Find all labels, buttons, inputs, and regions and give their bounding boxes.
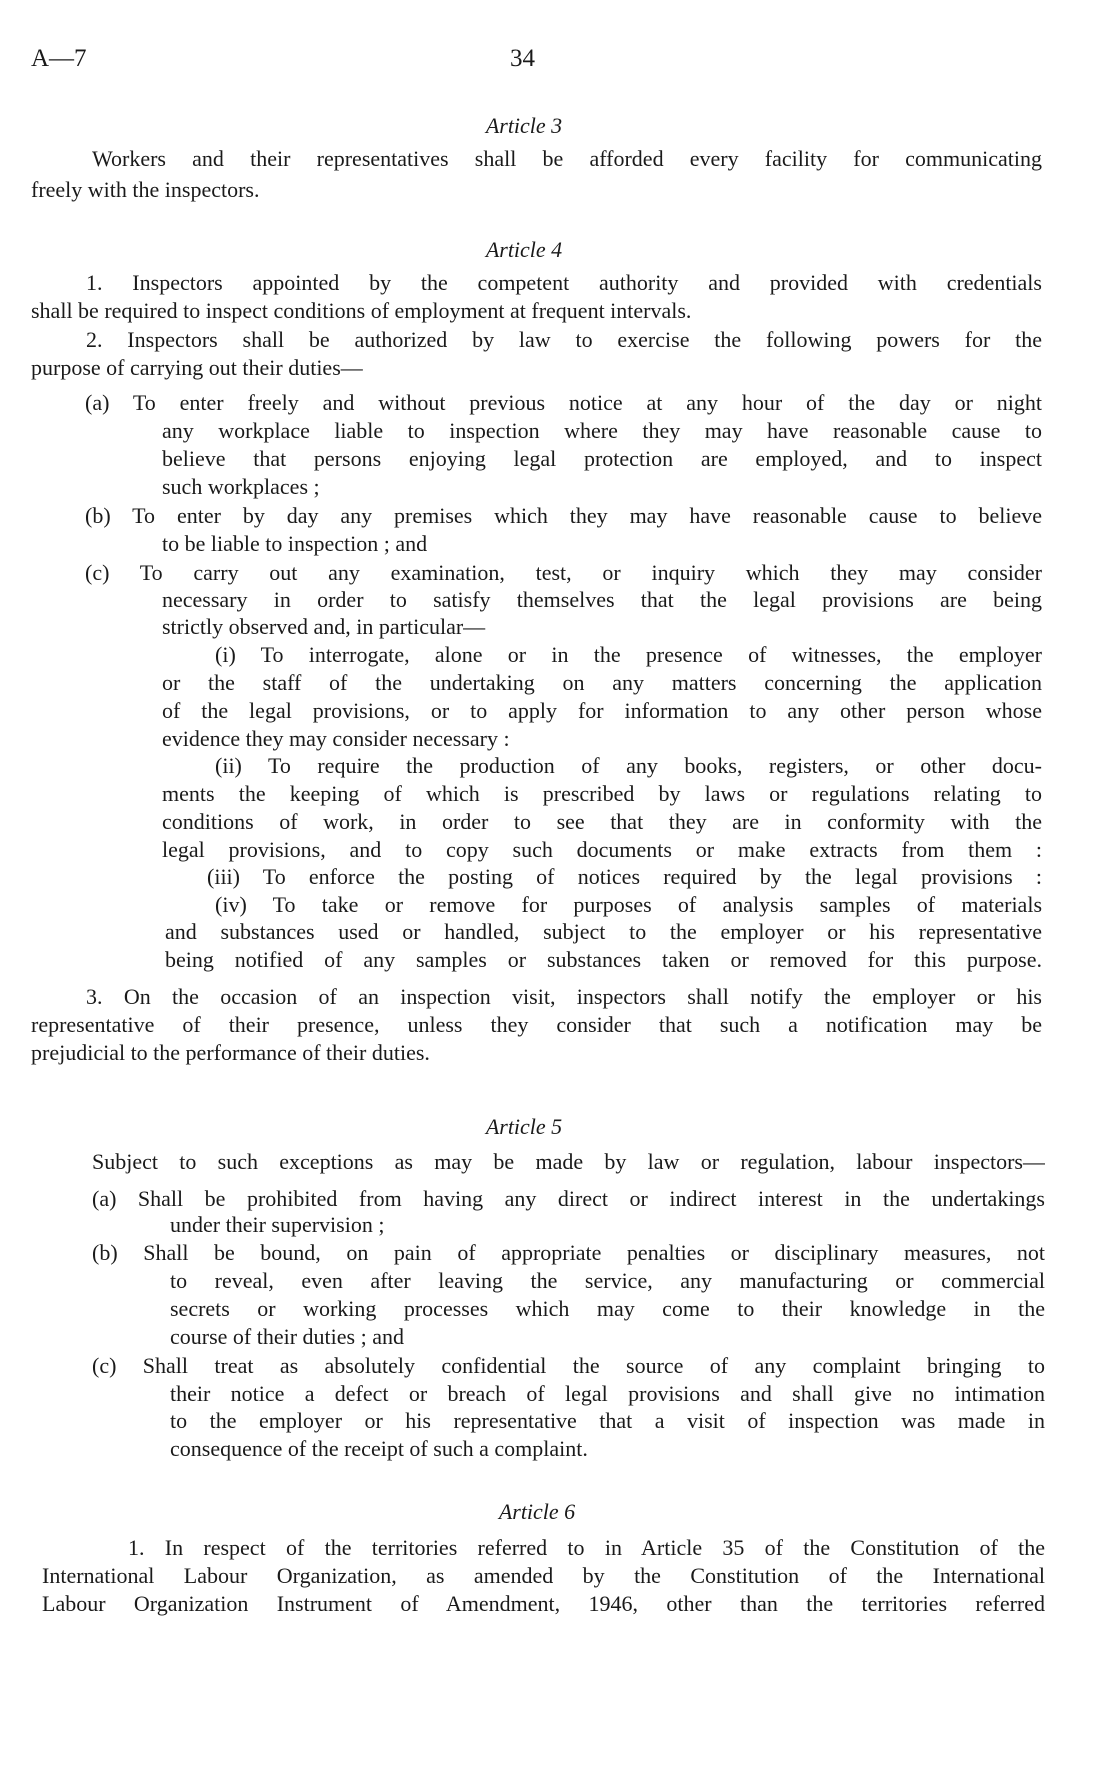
article-heading: Article 6 — [498, 1499, 576, 1524]
page-number: 34 — [510, 45, 535, 72]
text-line: (b) Shall be bound, on pain of appropriate penalties or disciplinary measures, not — [92, 1240, 1045, 1265]
text-line: (a) To enter freely and without previous notice at any hour of the day or night — [85, 390, 1042, 415]
text-line: shall be required to inspect conditions of employment at frequent intervals. — [31, 298, 692, 323]
text-line: and substances used or handled, subject to the employer or his representative — [165, 919, 1042, 944]
text-line: 1. Inspectors appointed by the competent authority and provided with credentials — [86, 270, 1042, 295]
text-line: secrets or working processes which may come to their knowledge in the — [170, 1296, 1045, 1321]
text-line: their notice a defect or breach of legal provisions and shall give no intimation — [170, 1381, 1045, 1406]
text-line: Workers and their representatives shall be afforded every facility for communicating — [92, 146, 1042, 171]
text-line: to be liable to inspection ; and — [162, 531, 428, 556]
article-heading: Article 5 — [485, 1114, 563, 1139]
text-line: ments the keeping of which is prescribed by laws or regulations relating to — [162, 781, 1042, 806]
text-line: legal provisions, and to copy such documents or make extracts from them : — [162, 837, 1042, 862]
text-line: Subject to such exceptions as may be made by law or regulation, labour inspectors— — [92, 1149, 1045, 1174]
text-line: (a) Shall be prohibited from having any direct or indirect interest in the undertakings — [92, 1186, 1045, 1211]
text-line: conditions of work, in order to see that they are in conformity with the — [162, 809, 1042, 834]
text-line: (iii) To enforce the posting of notices required by the legal provisions : — [207, 864, 1042, 889]
text-line: prejudicial to the performance of their duties. — [31, 1040, 430, 1065]
text-line: such workplaces ; — [162, 474, 320, 499]
text-line: freely with the inspectors. — [31, 177, 260, 202]
text-line: 2. Inspectors shall be authorized by law to exercise the following powers for the — [86, 327, 1042, 352]
text-line: course of their duties ; and — [170, 1324, 404, 1349]
text-line: consequence of the receipt of such a complaint. — [170, 1436, 588, 1461]
text-line: (ii) To require the production of any books, registers, or other docu- — [215, 753, 1042, 778]
text-line: representative of their presence, unless they consider that such a notification may be — [31, 1012, 1042, 1037]
text-line: (i) To interrogate, alone or in the presence of witnesses, the employer — [215, 642, 1042, 667]
text-line: or the staff of the undertaking on any matters concerning the application — [162, 670, 1042, 695]
text-line: purpose of carrying out their duties— — [31, 355, 363, 380]
text-line: being notified of any samples or substances taken or removed for this purpose. — [165, 947, 1042, 972]
text-line: any workplace liable to inspection where they may have reasonable cause to — [162, 418, 1042, 443]
text-line: necessary in order to satisfy themselves that the legal provisions are being — [162, 587, 1042, 612]
text-line: to the employer or his representative that a visit of inspection was made in — [170, 1408, 1045, 1433]
text-line: under their supervision ; — [170, 1212, 385, 1237]
text-line: 1. In respect of the territories referred to in Article 35 of the Constitution of the — [128, 1535, 1045, 1560]
text-line: evidence they may consider necessary : — [162, 726, 510, 751]
text-line: (iv) To take or remove for purposes of analysis samples of materials — [215, 892, 1042, 917]
text-line: (c) Shall treat as absolutely confidential the source of any complaint bringing to — [92, 1353, 1045, 1378]
text-line: 3. On the occasion of an inspection visit, inspectors shall notify the employer or his — [86, 984, 1042, 1009]
text-line: strictly observed and, in particular— — [162, 614, 486, 639]
text-line: (b) To enter by day any premises which they may have reasonable cause to believe — [85, 503, 1042, 528]
article-heading: Article 3 — [485, 113, 563, 138]
text-line: believe that persons enjoying legal protection are employed, and to inspect — [162, 446, 1042, 471]
article-heading: Article 4 — [485, 237, 563, 262]
text-line: (c) To carry out any examination, test, or inquiry which they may consider — [85, 560, 1042, 585]
section-code: A—7 — [31, 45, 87, 72]
text-line: Labour Organization Instrument of Amendment, 1946, other than the territories referred — [42, 1591, 1045, 1616]
text-line: of the legal provisions, or to apply for information to any other person whose — [162, 698, 1042, 723]
text-line: International Labour Organization, as amended by the Constitution of the International — [42, 1563, 1045, 1588]
text-line: to reveal, even after leaving the service, any manufacturing or commercial — [170, 1268, 1045, 1293]
